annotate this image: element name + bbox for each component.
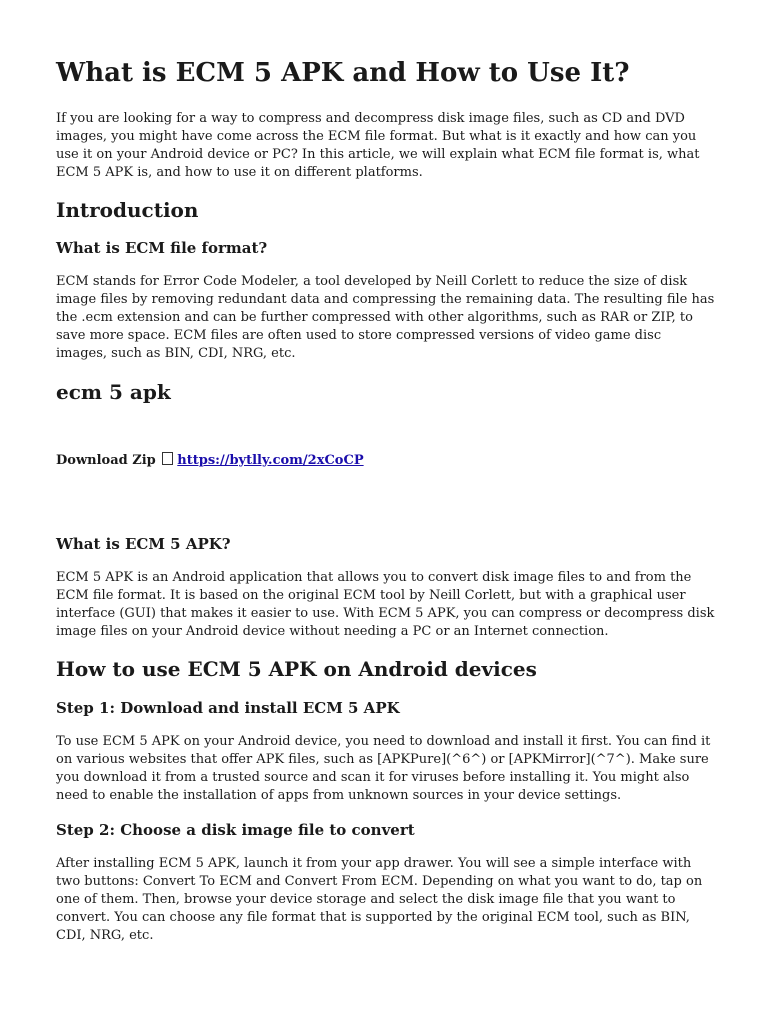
- step1-paragraph: To use ECM 5 APK on your Android device, you need to download and install it first. You can find it on various websites that offer APK files, such as [APKPure](^6^) or [APKMirror](^7^). Make sure you download it from a trusted source and scan it for viruses before installing it. You might also need to enable the installation of apps from unknown sources in your device settings.: [56, 734, 711, 803]
- introduction-heading: Introduction: [56, 198, 199, 222]
- how-to-heading: How to use ECM 5 APK on Android devices: [56, 657, 537, 681]
- step2-paragraph: After installing ECM 5 APK, launch it from your app drawer. You will see a simple interface with two buttons: Convert To ECM and Convert From ECM. Depending on what you want to do, tap on one of them. Then, browse your device storage and select the disk image file that you want to convert. You can choose any file format that is supported by the original ECM tool, such as BIN, CDI, NRG, etc.: [56, 856, 703, 943]
- what-is-apk-heading: What is ECM 5 APK?: [56, 535, 231, 553]
- what-is-apk-paragraph: ECM 5 APK is an Android application that allows you to convert disk image files to and from the ECM file format. It is based on the original ECM tool by Neill Corlett, but with a graphical user interface (GUI) that makes it easier to use. With ECM 5 APK, you can compress or decompress disk image files on your Android device without needing a PC or an Internet connection.: [56, 570, 715, 639]
- ecm5apk-heading: ecm 5 apk: [56, 380, 171, 404]
- box-icon: [162, 452, 173, 465]
- ecm-format-paragraph: ECM stands for Error Code Modeler, a tool developed by Neill Corlett to reduce the size of disk image files by removing redundant data and compressing the remaining data. The resulting file has the .ecm extension and can be further compressed with other algorithms, such as RAR or ZIP, to save more space. ECM files are often used to store compressed versions of video game disc images, such as BIN, CDI, NRG, etc.: [56, 274, 715, 361]
- page-title: What is ECM 5 APK and How to Use It?: [56, 58, 630, 88]
- intro-paragraph: If you are looking for a way to compress and decompress disk image files, such as CD and DVD images, you might have come across the ECM file format. But what is it exactly and how can you use it on your Android device or PC? In this article, we will explain what ECM file format is, what ECM 5 APK is, and how to use it on different platforms.: [56, 111, 700, 180]
- download-label: Download Zip: [56, 453, 156, 468]
- ecm-format-heading: What is ECM file format?: [56, 239, 268, 257]
- download-link[interactable]: https://bytlly.com/2xCoCP: [177, 453, 364, 468]
- download-line: [56, 452, 364, 468]
- step2-heading: Step 2: Choose a disk image file to convert: [56, 821, 415, 839]
- step1-heading: Step 1: Download and install ECM 5 APK: [56, 699, 400, 717]
